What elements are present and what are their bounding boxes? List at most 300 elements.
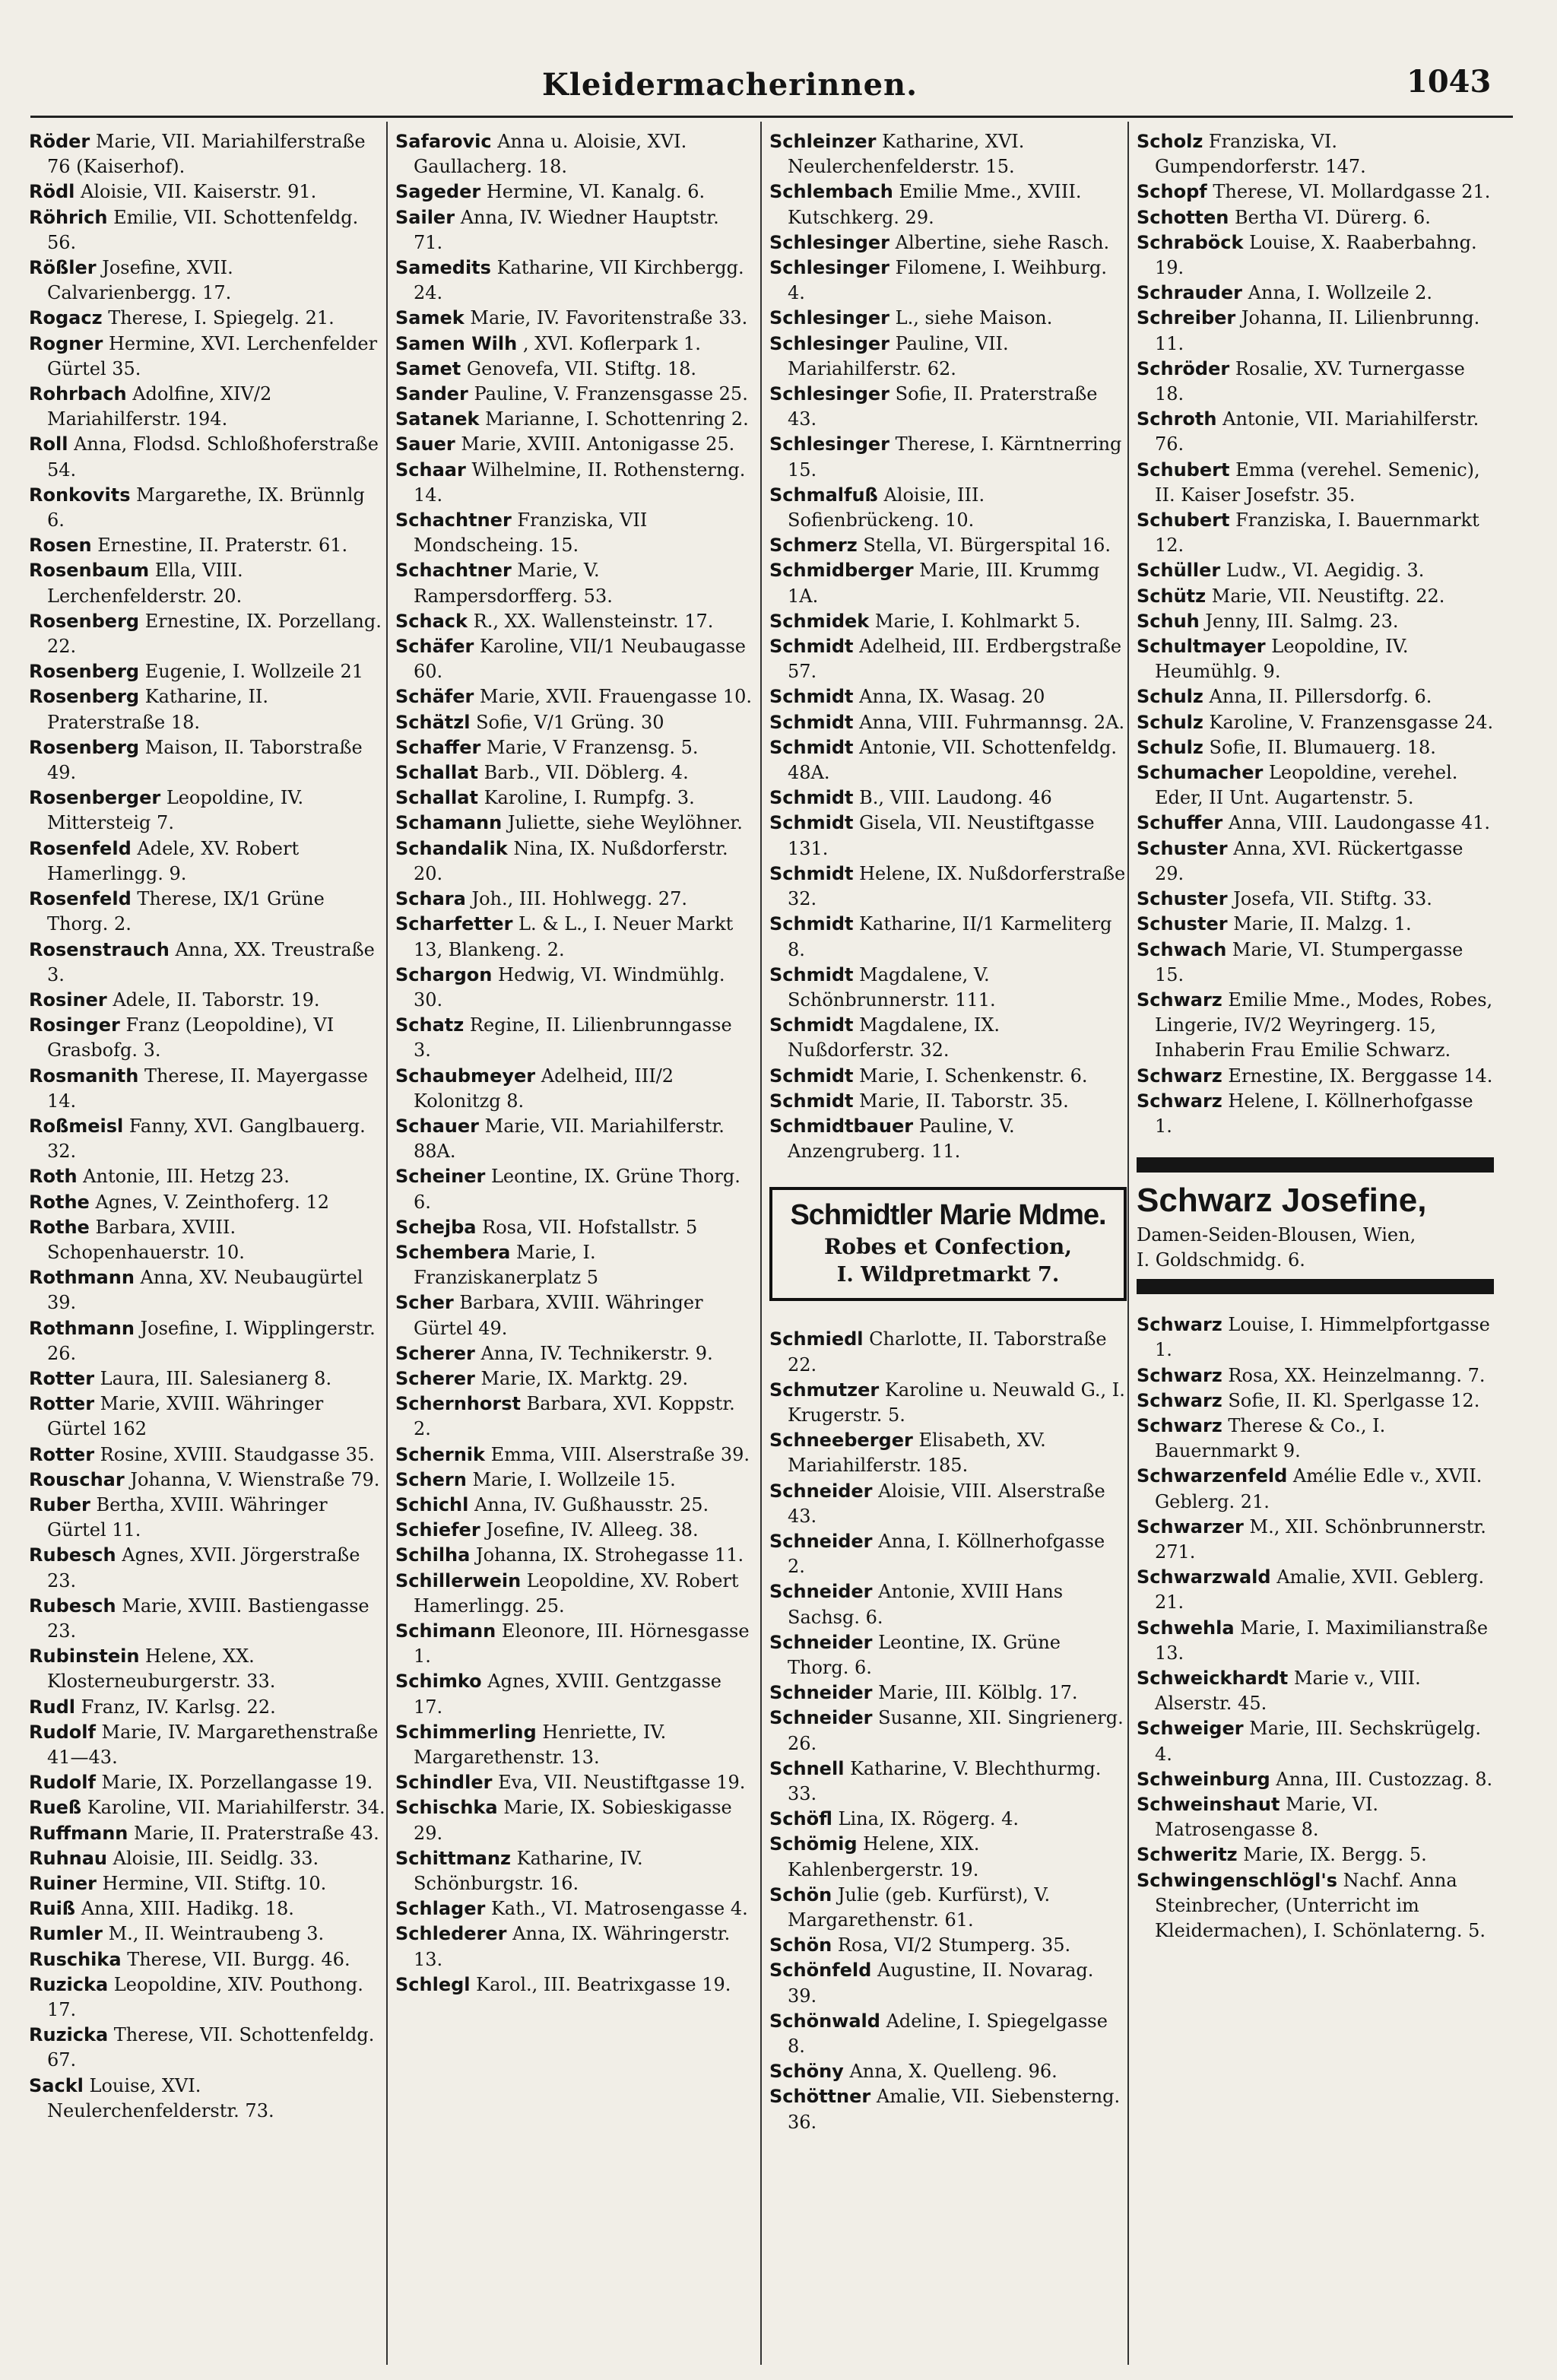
directory-entry — [395, 1543, 753, 1568]
entry-surname: Schönfeld — [769, 1960, 872, 1982]
directory-entry — [29, 609, 386, 659]
entry-details: Barbara, XVIII. Schopenhauerstr. 10. — [47, 1216, 245, 1263]
entry-surname: Rosenfeld — [29, 888, 132, 910]
entry-details: Ernestine, IX. Berggasse 14. — [1228, 1065, 1493, 1087]
entry-surname: Schmidt — [769, 711, 854, 733]
directory-entry — [395, 912, 753, 962]
entry-details: Pauline, VII. Mariahilferstr. 62. — [788, 332, 1009, 379]
directory-entry — [395, 179, 753, 205]
directory-entry — [769, 1706, 1127, 1756]
directory-entry — [769, 558, 1127, 608]
entry-details: Marie, XVIII. Bastiengasse 23. — [47, 1595, 369, 1642]
entry-surname: Schmidt — [769, 736, 854, 758]
entry-surname: Rotter — [29, 1393, 95, 1415]
entry-details: Anna, I. Wollzeile 2. — [1248, 282, 1432, 304]
entry-surname: Schraböck — [1137, 231, 1244, 253]
entry-surname: Schulz — [1137, 686, 1203, 708]
directory-entry — [769, 2084, 1127, 2134]
entry-surname: Rothmann — [29, 1267, 135, 1289]
entry-surname: Schönwald — [769, 2010, 880, 2032]
entry-details: Anna, XVI. Rückertgasse 29. — [1155, 837, 1463, 884]
entry-surname: Schwarz — [1137, 1414, 1222, 1436]
directory-entry — [769, 382, 1127, 432]
entry-surname: Sailer — [395, 206, 455, 228]
directory-entry — [29, 1821, 386, 1846]
entry-surname: Ruffmann — [29, 1822, 128, 1844]
directory-entry — [29, 836, 386, 887]
directory-entry — [1137, 205, 1494, 230]
entry-surname: Rudl — [29, 1696, 75, 1718]
entry-details: Marie, XVIII. Währinger Gürtel 162 — [47, 1393, 324, 1440]
entry-details: Albertine, siehe Rasch. — [895, 231, 1110, 253]
directory-entry — [29, 1644, 386, 1694]
directory-entry — [1137, 558, 1494, 583]
entry-details: Helene, IX. Nußdorferstraße 32. — [788, 862, 1126, 910]
directory-entry — [29, 785, 386, 836]
entry-details: Rosine, XVIII. Staudgasse 35. — [100, 1443, 375, 1465]
directory-entry — [1137, 357, 1494, 407]
directory-entry — [29, 533, 386, 558]
entry-details: Antonie, VII. Schottenfeldg. 48A. — [788, 736, 1118, 784]
entry-surname: Rubesch — [29, 1595, 116, 1617]
entry-surname: Schwarz — [1137, 988, 1222, 1011]
column-divider — [760, 122, 762, 2365]
directory-entry — [395, 684, 753, 709]
directory-entry — [395, 811, 753, 836]
entry-details: Therese, I. Kärntnerring 15. — [788, 433, 1122, 481]
entry-details: Margarethe, IX. Brünnlg 6. — [47, 484, 365, 532]
entry-details: Rosalie, XV. Turnergasse 18. — [1155, 357, 1465, 405]
entry-surname: Schwarz — [1137, 1314, 1222, 1336]
entry-surname: Schmidt — [769, 963, 854, 985]
entry-details: Aloisie, VIII. Alserstraße 43. — [788, 1480, 1105, 1527]
directory-entry — [29, 1265, 386, 1315]
entry-list — [769, 129, 1127, 1164]
entry-details: Karoline u. Neuwald G., I. Krugerstr. 5. — [788, 1379, 1125, 1426]
directory-entry — [29, 1846, 386, 1871]
entry-details: Gisela, VII. Neustiftgasse 131. — [788, 812, 1095, 859]
entry-surname: Schmidtbauer — [769, 1115, 914, 1137]
directory-entry — [769, 1327, 1127, 1377]
directory-entry — [395, 1493, 753, 1518]
directory-entry — [1137, 281, 1494, 306]
directory-entry — [769, 1378, 1127, 1428]
ad-bar — [1137, 1279, 1494, 1294]
directory-entry — [29, 1795, 386, 1820]
entry-surname: Schwarzenfeld — [1137, 1465, 1288, 1487]
entry-surname: Schiefer — [395, 1519, 480, 1541]
entry-details: Elisabeth, XV. Mariahilferstr. 185. — [788, 1430, 1046, 1477]
entry-surname: Schillerwein — [395, 1569, 522, 1591]
entry-details: Leopoldine, XIV. Pouthong. 17. — [47, 1973, 363, 2021]
entry-surname: Schmidberger — [769, 560, 914, 582]
directory-entry — [769, 811, 1127, 861]
entry-surname: Schütz — [1137, 585, 1207, 607]
entry-list — [1137, 129, 1494, 1139]
entry-surname: Ruzicka — [29, 2024, 109, 2046]
entry-surname: Schotten — [1137, 206, 1229, 228]
directory-entry — [29, 938, 386, 988]
entry-details: Marie, IV. Favoritenstraße 33. — [470, 307, 748, 329]
entry-surname: Schlesinger — [769, 257, 889, 279]
entry-details: Eva, VII. Neustiftgasse 19. — [498, 1772, 746, 1794]
entry-surname: Rudolf — [29, 1721, 96, 1743]
entry-details: Johanna, II. Lilienbrunng. 11. — [1155, 307, 1480, 354]
entry-surname: Schneider — [769, 1707, 873, 1729]
directory-entry — [395, 1569, 753, 1619]
entry-details: Marie, IX. Marktg. 29. — [480, 1367, 689, 1389]
entry-details: Antonie, XVIII Hans Sachsg. 6. — [788, 1581, 1064, 1628]
entry-surname: Schneider — [769, 1682, 873, 1704]
directory-entry — [395, 432, 753, 457]
entry-details: Adeline, I. Spiegelgasse 8. — [788, 2010, 1108, 2058]
directory-entry — [29, 2023, 386, 2073]
entry-surname: Schulz — [1137, 711, 1203, 733]
entry-surname: Sackl — [29, 2074, 84, 2096]
directory-entry — [1137, 609, 1494, 634]
entry-surname: Schlesinger — [769, 433, 889, 455]
entry-details: Augustine, II. Novarag. 39. — [788, 1960, 1094, 2007]
directory-entry — [769, 912, 1127, 962]
entry-surname: Sageder — [395, 181, 481, 203]
entry-surname: Ruber — [29, 1493, 90, 1515]
entry-surname: Ruhnau — [29, 1847, 108, 1869]
directory-entry — [1137, 811, 1494, 836]
entry-surname: Schachtner — [395, 509, 512, 532]
entry-details: Emma, VIII. Alserstraße 39. — [490, 1443, 750, 1465]
directory-entry — [1137, 584, 1494, 609]
directory-entry — [29, 1543, 386, 1593]
entry-surname: Rouschar — [29, 1468, 125, 1490]
entry-details: Adelheid, III. Erdbergstraße 57. — [788, 636, 1122, 683]
entry-surname: Schara — [395, 888, 466, 910]
ad-bar — [1137, 1157, 1494, 1173]
entry-surname: Schamann — [395, 812, 503, 834]
entry-surname: Sauer — [395, 433, 455, 455]
header-rule — [30, 116, 1513, 118]
directory-entry — [1137, 1792, 1494, 1842]
entry-surname: Schüller — [1137, 560, 1221, 582]
entry-details: Agnes, V. Zeinthoferg. 12 — [95, 1191, 330, 1213]
entry-details: Rosa, VI/2 Stumperg. 35. — [837, 1934, 1071, 1956]
entry-details: Amélie Edle v., XVII. Geblerg. 21. — [1155, 1465, 1482, 1512]
entry-surname: Schöny — [769, 2061, 844, 2083]
directory-entry — [769, 1832, 1127, 1882]
directory-entry — [769, 2009, 1127, 2059]
entry-surname: Schimko — [395, 1671, 482, 1693]
entry-details: Karoline, I. Rumpfg. 3. — [484, 787, 695, 809]
entry-surname: Schreiber — [1137, 307, 1236, 329]
entry-details: Therese, VII. Schottenfeldg. 67. — [47, 2024, 375, 2071]
entry-surname: Rosenbaum — [29, 560, 150, 582]
entry-surname: Schlager — [395, 1898, 486, 1920]
directory-entry — [769, 483, 1127, 533]
entry-details: Emilie Mme., XVIII. Kutschkerg. 29. — [788, 181, 1082, 228]
entry-surname: Rubinstein — [29, 1645, 140, 1668]
directory-entry — [395, 1518, 753, 1543]
entry-surname: Roßmeisl — [29, 1115, 124, 1137]
directory-entry — [1137, 1842, 1494, 1868]
entry-details: L., siehe Maison. — [895, 307, 1053, 329]
directory-entry — [29, 1871, 386, 1896]
directory-entry — [769, 1958, 1127, 2008]
entry-surname: Schuster — [1137, 837, 1228, 859]
entry-details: Rosa, VII. Hofstallstr. 5 — [482, 1216, 698, 1238]
directory-entry — [395, 1290, 753, 1341]
entry-details: Louise, XVI. Neulerchenfelderstr. 73. — [47, 2074, 274, 2121]
directory-entry — [769, 255, 1127, 306]
directory-entry — [395, 357, 753, 382]
entry-surname: Schlembach — [769, 181, 893, 203]
entry-details: Joh., III. Hohlwegg. 27. — [471, 888, 687, 910]
directory-entry — [395, 963, 753, 1013]
entry-details: Marie, XVIII. Antonigasse 25. — [461, 433, 735, 455]
directory-entry — [29, 1972, 386, 2023]
entry-details: Juliette, siehe Weylöhner. — [507, 812, 743, 834]
advertisement-box — [769, 1187, 1127, 1301]
entry-surname: Schejba — [395, 1216, 477, 1238]
entry-details: Marie, I. Maximilianstraße 13. — [1155, 1617, 1489, 1664]
entry-surname: Schernhorst — [395, 1393, 521, 1415]
entry-details: Amalie, XVII. Geblerg. 21. — [1155, 1566, 1485, 1614]
entry-surname: Roll — [29, 433, 68, 455]
column-2 — [395, 129, 753, 2365]
directory-entry — [1137, 1464, 1494, 1514]
entry-details: Marie, II. Malzg. 1. — [1233, 913, 1412, 935]
directory-entry — [29, 179, 386, 205]
directory-entry — [769, 1479, 1127, 1529]
entry-surname: Schleinzer — [769, 131, 877, 152]
ad-line: I. Goldschmidg. 6. — [1137, 1249, 1305, 1271]
entry-surname: Schweinshaut — [1137, 1793, 1280, 1815]
entry-details: Marie, XVII. Frauengasse 10. — [480, 686, 752, 708]
column-divider — [1127, 122, 1129, 2365]
directory-entry — [1137, 684, 1494, 709]
directory-entry — [395, 1240, 753, 1290]
entry-details: Ernestine, II. Praterstr. 61. — [97, 535, 348, 557]
directory-entry — [29, 1493, 386, 1543]
entry-details: Eugenie, I. Wollzeile 21 — [144, 661, 364, 683]
directory-entry — [29, 1468, 386, 1493]
entry-surname: Samen Wilh — [395, 332, 518, 354]
entry-surname: Schwehla — [1137, 1617, 1235, 1639]
entry-details: Johanna, V. Wienstraße 79. — [130, 1468, 380, 1490]
entry-details: Therese, II. Mayergasse 14. — [47, 1065, 368, 1112]
entry-surname: Samek — [395, 307, 465, 329]
directory-entry — [29, 306, 386, 331]
entry-surname: Schneider — [769, 1480, 873, 1502]
entry-details: Emma (verehel. Semenic), II. Kaiser Josefstr. 35. — [1155, 459, 1480, 506]
entry-surname: Schilha — [395, 1544, 471, 1566]
entry-details: Nachf. Anna Steinbrecher, (Unterricht im Kleidermachen), I. Schönlaterng. 5. — [1155, 1869, 1486, 1941]
page-title: Kleidermacherinnen. — [541, 67, 918, 103]
entry-surname: Scholz — [1137, 131, 1203, 152]
directory-entry — [29, 1064, 386, 1114]
entry-details: Marie, IX. Sobieskigasse 29. — [414, 1797, 732, 1844]
directory-entry — [395, 1366, 753, 1392]
entry-surname: Schmiedl — [769, 1328, 864, 1350]
directory-entry — [395, 1392, 753, 1442]
entry-list — [769, 1327, 1127, 2135]
entry-details: Katharine, XVI. Neulerchenfelderstr. 15. — [788, 131, 1025, 178]
entry-surname: Schneeberger — [769, 1430, 913, 1452]
entry-details: Sofie, II. Kl. Sperlgasse 12. — [1228, 1389, 1480, 1411]
entry-details: Therese & Co., I. Bauernmarkt 9. — [1155, 1414, 1386, 1462]
directory-entry — [395, 382, 753, 407]
entry-surname: Rößler — [29, 257, 97, 279]
entry-details: Antonie, III. Hetzg 23. — [83, 1166, 290, 1188]
directory-entry — [29, 1947, 386, 1972]
entry-details: Therese, VII. Burgg. 46. — [127, 1948, 350, 1970]
ad-title: Schwarz Josefine, — [1137, 1182, 1427, 1220]
entry-details: Anna, III. Custozzag. 8. — [1276, 1768, 1493, 1790]
entry-surname: Schindler — [395, 1772, 493, 1794]
entry-surname: Schuster — [1137, 888, 1228, 910]
entry-details: Lina, IX. Rögerg. 4. — [838, 1808, 1020, 1830]
entry-surname: Schneider — [769, 1581, 873, 1603]
entry-surname: Scherer — [395, 1367, 475, 1389]
entry-details: Franz, IV. Karlsg. 22. — [81, 1696, 276, 1718]
directory-entry — [29, 1316, 386, 1366]
entry-surname: Schweiger — [1137, 1718, 1244, 1740]
entry-details: Anna, X. Quelleng. 96. — [849, 2061, 1058, 2083]
directory-entry — [769, 432, 1127, 482]
entry-surname: Schwarz — [1137, 1090, 1222, 1112]
entry-surname: Rosenberg — [29, 686, 140, 708]
entry-details: Marie, VII. Neustiftg. 22. — [1211, 585, 1445, 607]
entry-details: Josefine, I. Wipplingerstr. 26. — [47, 1317, 376, 1364]
directory-entry — [29, 887, 386, 937]
entry-details: Anna, I. Köllnerhofgasse 2. — [788, 1530, 1105, 1578]
entry-surname: Roth — [29, 1166, 78, 1188]
entry-details: Genovefa, VII. Stiftg. 18. — [466, 357, 697, 379]
entry-surname: Schmidt — [769, 636, 854, 658]
directory-entry — [769, 129, 1127, 179]
directory-entry — [1137, 634, 1494, 684]
entry-details: Emilie Mme., Modes, Robes, Lingerie, IV/2 Weyringerg. 15, Inhaberin Frau Emilie Schwarz. — [1155, 988, 1493, 1061]
entry-details: Marie, III. Kölblg. 17. — [878, 1682, 1078, 1704]
column-4 — [1137, 129, 1494, 2365]
directory-entry — [769, 1064, 1127, 1089]
entry-details: Leontine, IX. Grüne Thorg. 6. — [414, 1166, 740, 1213]
entry-details: Anna, XV. Neubaugürtel 39. — [47, 1267, 363, 1314]
entry-details: Marie, II. Praterstraße 43. — [134, 1822, 379, 1844]
directory-entry — [395, 1896, 753, 1921]
entry-details: Anna, VIII. Laudongasse 41. — [1228, 812, 1491, 834]
entry-details: Anna, XIII. Hadikg. 18. — [81, 1898, 294, 1920]
entry-surname: Rothe — [29, 1216, 90, 1238]
ad-subtitle: Robes et Confection, — [824, 1234, 1072, 1260]
entry-surname: Schröder — [1137, 357, 1230, 379]
entry-details: B., VIII. Laudong. 46 — [859, 787, 1052, 809]
directory-entry — [395, 1795, 753, 1845]
entry-surname: Schlegl — [395, 1973, 471, 1995]
entry-surname: Schopf — [1137, 181, 1207, 203]
entry-details: Anna, VIII. Fuhrmannsg. 2A. — [859, 711, 1125, 733]
entry-surname: Rogner — [29, 332, 103, 354]
directory-entry — [395, 508, 753, 558]
advertisement-banner — [1137, 1157, 1494, 1294]
directory-entry — [1137, 1666, 1494, 1716]
directory-entry — [29, 255, 386, 306]
entry-details: Anna, IX. Wasag. 20 — [859, 686, 1045, 708]
directory-entry — [1137, 1868, 1494, 1944]
entry-details: Hermine, VI. Kanalg. 6. — [486, 181, 706, 203]
directory-entry — [1137, 1388, 1494, 1414]
entry-surname: Schweickhardt — [1137, 1667, 1289, 1689]
entry-details: Anna, IV. Technikerstr. 9. — [480, 1342, 713, 1364]
entry-surname: Schaffer — [395, 736, 481, 758]
entry-surname: Samet — [395, 357, 461, 379]
entry-details: Marie, VII. Mariahilferstr. 88A. — [414, 1115, 725, 1163]
entry-surname: Schroth — [1137, 408, 1217, 430]
entry-surname: Rosinger — [29, 1014, 120, 1036]
entry-surname: Rothmann — [29, 1317, 135, 1339]
entry-details: Aloisie, VII. Kaiserstr. 91. — [81, 181, 317, 203]
entry-surname: Schuffer — [1137, 812, 1223, 834]
entry-details: Marianne, I. Schottenring 2. — [485, 408, 749, 430]
directory-entry — [29, 659, 386, 684]
entry-surname: Rosiner — [29, 988, 107, 1011]
entry-details: Filomene, I. Weihburg. 4. — [788, 257, 1108, 304]
entry-details: Franziska, VI. Gumpendorferstr. 147. — [1155, 131, 1366, 178]
entry-surname: Schmutzer — [769, 1379, 880, 1401]
entry-details: Anna, IV. Gußhausstr. 25. — [474, 1493, 709, 1515]
entry-surname: Schlederer — [395, 1923, 507, 1945]
directory-entry — [29, 382, 386, 432]
directory-entry — [29, 735, 386, 785]
entry-details: Karoline, V. Franzensgasse 24. — [1209, 711, 1494, 733]
directory-entry — [1137, 508, 1494, 558]
entry-surname: Rödl — [29, 181, 75, 203]
directory-entry — [1137, 938, 1494, 988]
directory-entry — [395, 1215, 753, 1240]
entry-details: Wilhelmine, II. Rothensterng. 14. — [414, 459, 746, 506]
entry-details: Anna, II. Pillersdorfg. 6. — [1209, 686, 1432, 708]
directory-entry — [29, 1114, 386, 1164]
directory-entry — [1137, 458, 1494, 508]
directory-entry — [395, 1442, 753, 1468]
directory-entry — [395, 1468, 753, 1493]
entry-surname: Rohrbach — [29, 383, 127, 405]
directory-entry — [395, 407, 753, 432]
entry-surname: Schaubmeyer — [395, 1065, 536, 1087]
entry-surname: Schulz — [1137, 736, 1203, 758]
directory-entry — [1137, 1414, 1494, 1464]
directory-entry — [395, 558, 753, 608]
entry-details: Marie, V Franzensg. 5. — [487, 736, 699, 758]
directory-entry — [1137, 179, 1494, 205]
directory-entry — [29, 205, 386, 255]
entry-details: Karoline, VII. Mariahilferstr. 34. — [87, 1797, 385, 1819]
directory-entry — [29, 558, 386, 608]
entry-surname: Ruschika — [29, 1948, 122, 1970]
entry-surname: Schlesinger — [769, 383, 889, 405]
directory-entry — [769, 1630, 1127, 1680]
entry-details: Leopoldine, XV. Robert Hamerlingg. 25. — [414, 1569, 739, 1617]
directory-entry — [1137, 1616, 1494, 1666]
entry-surname: Schwarz — [1137, 1389, 1222, 1411]
entry-details: Marie, VI. Stumpergasse 15. — [1155, 938, 1463, 985]
entry-surname: Ruiner — [29, 1873, 97, 1895]
directory-entry — [395, 887, 753, 912]
entry-details: Marie, I. Kohlmarkt 5. — [874, 610, 1081, 632]
entry-surname: Schultmayer — [1137, 636, 1266, 658]
column-1 — [29, 129, 386, 2365]
directory-entry — [1137, 1565, 1494, 1615]
entry-surname: Schöttner — [769, 2086, 871, 2108]
entry-details: Pauline, V. Franzensgasse 25. — [474, 383, 748, 405]
